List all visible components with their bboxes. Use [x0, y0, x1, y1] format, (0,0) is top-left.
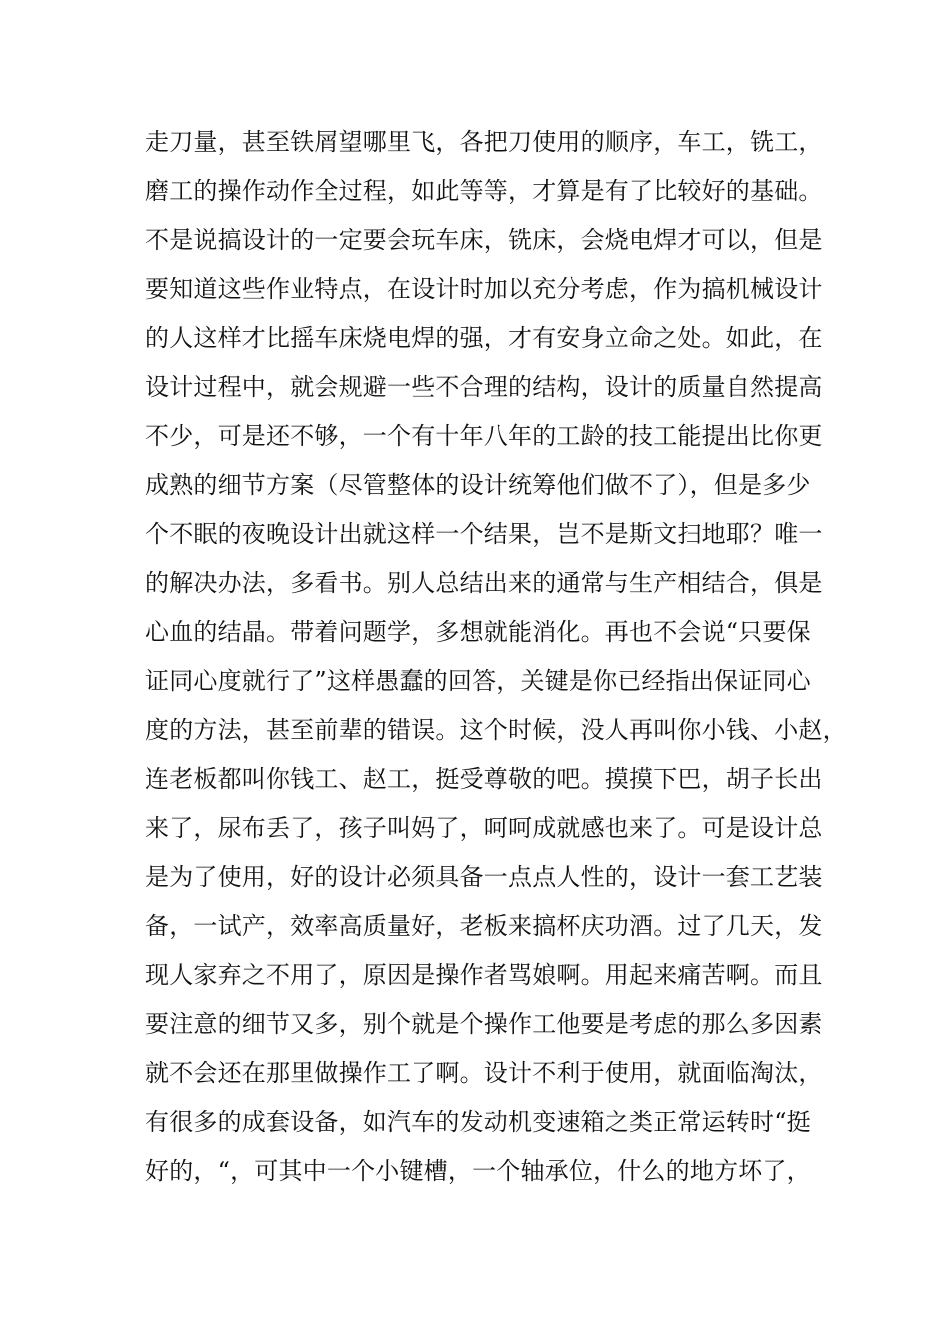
text-line-7: 不少，可是还不够，一个有十年八年的工龄的技工能提出比你更 [145, 422, 823, 450]
text-line-20: 就不会还在那里做操作工了啊。设计不利于使用，就面临淘汰， [145, 1059, 823, 1087]
text-line-10: 的解决办法，多看书。别人总结出来的通常与生产相结合，俱是 [145, 569, 823, 597]
text-line-5: 的人这样才比摇车床烧电焊的强，才有安身立命之处。如此，在 [145, 324, 823, 352]
text-line-3: 不是说搞设计的一定要会玩车床，铣床，会烧电焊才可以，但是 [145, 226, 823, 254]
text-line-15: 来了，尿布丢了，孩子叫妈了，呵呵成就感也来了。可是设计总 [145, 814, 823, 842]
text-line-16: 是为了使用，好的设计必须具备一点点人性的，设计一套工艺装 [145, 863, 823, 891]
text-line-11: 心血的结晶。带着问题学，多想就能消化。再也不会说“只要保 [145, 618, 811, 646]
text-line-21: 有很多的成套设备，如汽车的发动机变速箱之类正常运转时“挺 [145, 1108, 811, 1136]
body-text [145, 118, 847, 1196]
text-line-13: 度的方法，甚至前辈的错误。这个时候，没人再叫你小钱、小赵， [145, 716, 847, 744]
text-line-4: 要知道这些作业特点，在设计时加以充分考虑，作为搞机械设计 [145, 275, 823, 303]
text-line-6: 设计过程中，就会规避一些不合理的结构，设计的质量自然提高 [145, 373, 823, 401]
text-line-14: 连老板都叫你钱工、赵工，挺受尊敬的吧。摸摸下巴，胡子长出 [145, 765, 823, 793]
text-line-9: 个不眠的夜晚设计出就这样一个结果，岂不是斯文扫地耶？唯一 [145, 520, 823, 548]
text-line-1: 走刀量，甚至铁屑望哪里飞，各把刀使用的顺序，车工，铣工， [145, 128, 823, 156]
text-line-12: 证同心度就行了”这样愚蠢的回答，关键是你已经指出保证同心 [145, 667, 811, 695]
text-line-2: 磨工的操作动作全过程，如此等等，才算是有了比较好的基础。 [145, 177, 823, 205]
text-line-17: 备，一试产，效率高质量好，老板来搞杯庆功酒。过了几天，发 [145, 912, 823, 940]
text-line-22: 好的，“，可其中一个小键槽，一个轴承位，什么的地方坏了， [145, 1157, 811, 1185]
text-line-19: 要注意的细节又多，别个就是个操作工他要是考虑的那么多因素 [145, 1010, 823, 1038]
text-line-8: 成熟的细节方案（尽管整体的设计统筹他们做不了），但是多少 [145, 471, 811, 499]
text-line-18: 现人家弃之不用了，原因是操作者骂娘啊。用起来痛苦啊。而且 [145, 961, 823, 989]
